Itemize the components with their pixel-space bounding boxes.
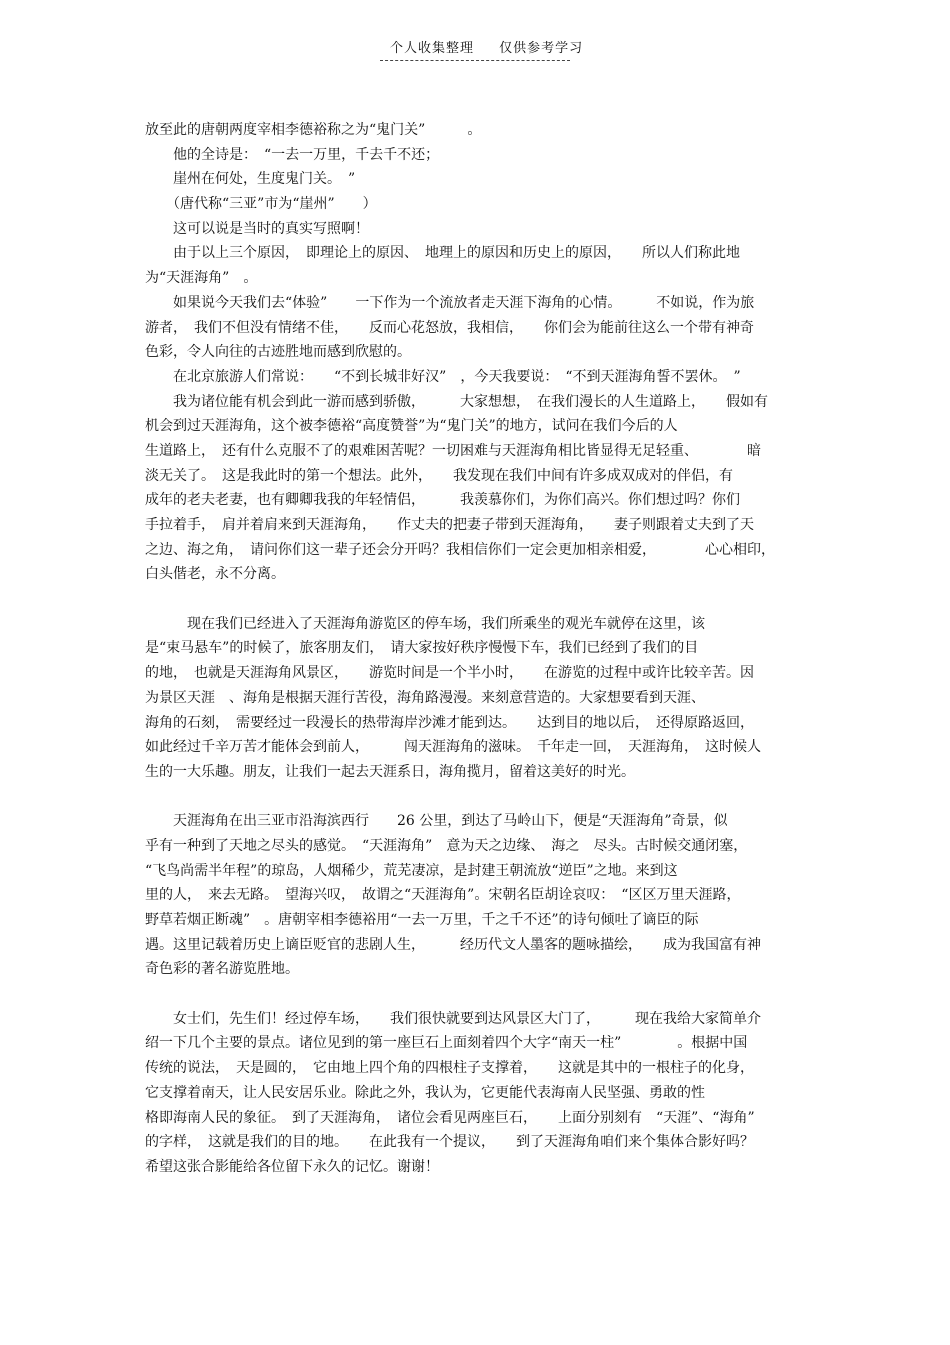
text-line: 遇。这里记载着历史上谪臣贬官的悲剧人生， 经历代文人墨客的题咏描绘， 成为我国富有神 [145,936,761,953]
header-right-text: 仅供参考学习 [499,41,584,56]
text-line: 现在我们已经进入了天涯海角游览区的停车场，我们所乘坐的观光车就停在这里，该 [145,615,705,632]
text-line: 淡无关了。 这是我此时的第一个想法。此外， 我发现在我们中间有许多成双成对的伴侣，有 [145,467,733,484]
text-line: “飞鸟尚需半年程”的琼岛，人烟稀少，荒芜凄凉，是封建王朝流放“逆臣”之地。来到这 [145,862,678,879]
text-line: 生道路上， 还有什么克服不了的艰难困苦呢？一切困难与天涯海角相比皆显得无足轻重、 暗 [145,442,761,459]
paragraph-gap [145,587,810,612]
text-line: 奇色彩的著名游览胜地。 [145,961,299,978]
text-line: 成年的老夫老妻，也有卿卿我我的年轻情侣， 我羡慕你们，为你们高兴。你们想过吗？你们 [145,492,740,509]
text-line: 的地， 也就是天涯海角风景区， 游览时间是一个半小时， 在游览的过程中或许比较辛苦。因 [145,665,754,682]
text-line: 如此经过千辛万苦才能体会到前人， 闯天涯海角的滋味。 千年走一回， 天涯海角， 这时候人 [145,739,761,756]
text-line: 的字样， 这就是我们的目的地。 在此我有一个提议， 到了天涯海角咱们来个集体合影好吗？ [145,1134,754,1151]
paragraph-gap [145,785,810,810]
text-line: 白头偕老，永不分离。 [145,566,285,583]
text-line: 是“束马悬车”的时候了，旅客朋友们， 请大家按好秩序慢慢下车，我们已经到了我们的目 [145,640,699,657]
paragraph [145,118,810,587]
text-line: 在北京旅游人们常说： “不到长城非好汉” ，今天我要说： “不到天涯海角誓不罢休。 ” [145,368,741,385]
text-line: 生的一大乐趣。朋友，让我们一起去天涯系日，海角揽月，留着这美好的时光。 [145,763,635,780]
text-line: 天涯海角在出三亚市沿海滨西行 26 公里，到达了马岭山下，便是“天涯海角”奇景，似 [145,813,728,830]
text-line: 这可以说是当时的真实写照啊！ [145,220,369,237]
text-line: 它支撑着南天，让人民安居乐业。除此之外，我认为，它更能代表海南人民坚强、勇敢的性 [145,1084,705,1101]
text-line: 野草若烟正断魂” 。唐朝宰相李德裕用“一去一万里，千之千不还”的诗句倾吐了谪臣的际 [145,912,699,928]
text-line: 他的全诗是： “一去一万里，千去千不还； [145,146,440,163]
text-line: （唐代称“三亚”市为“崖州” ） [145,196,377,213]
header-left-text: 个人收集整理 [390,41,475,56]
text-line: 我为诸位能有机会到此一游而感到骄傲， 大家想想， 在我们漫长的人生道路上， 假如有 [145,393,768,410]
document-body [145,118,810,1180]
paragraph [145,612,810,785]
text-line: 乎有一种到了天地之尽头的感觉。 “天涯海角” 意为天之边缘、 海之 尽头。古时候交通闭塞， [145,837,748,854]
text-line: 之边、海之角， 请问你们这一辈子还会分开吗？我相信你们一定会更加相亲相爱， 心心相印， [145,541,775,558]
text-line: 由于以上三个原因， 即理论上的原因、 地理上的原因和历史上的原因， 所以人们称此地 [145,245,740,262]
text-line: 为景区天涯 、海角是根据天涯行苦役，海角路漫漫。来刻意营造的。大家想要看到天涯、 [145,689,705,706]
text-line: 放至此的唐朝两度宰相李德裕称之为“鬼门关” 。 [145,122,482,138]
text-line: 希望这张合影能给各位留下永久的记忆。谢谢！ [145,1158,439,1175]
page-header [380,40,584,61]
paragraph-gap [145,982,810,1007]
text-line: 海角的石刻， 需要经过一段漫长的热带海岸沙滩才能到达。 达到目的地以后， 还得原路返回， [145,714,754,731]
text-line: 如果说今天我们去“体验” 一下作为一个流放者走天涯下海角的心情。 不如说，作为旅 [145,294,755,311]
paragraph [145,1007,810,1180]
text-line: 色彩，令人向往的古迹胜地而感到欣慰的。 [145,344,411,361]
text-line: 手拉着手， 肩并着肩来到天涯海角， 作丈夫的把妻子带到天涯海角， 妻子则跟着丈夫到了天 [145,517,754,533]
text-line: 为“天涯海角” 。 [145,270,258,287]
text-line: 格即海南人民的象征。 到了天涯海角， 诸位会看见两座巨石， 上面分别刻有 “天涯”、“海角” [145,1109,755,1126]
text-line: 机会到过天涯海角，这个被李德裕“高度赞誉”为“鬼门关”的地方，试问在我们今后的人 [145,418,678,435]
text-line: 游者， 我们不但没有情绪不佳， 反而心花怒放，我相信， 你们会为能前往这么一个带有神奇 [145,319,754,336]
text-line: 女士们，先生们！经过停车场， 我们很快就要到达风景区大门了， 现在我给大家简单介 [145,1010,761,1027]
text-line: 崖州在何处，生度鬼门关。 ” [145,171,356,188]
text-line: 绍一下几个主要的景点。诸位见到的第一座巨石上面刻着四个大字“南天一柱” 。根据中国 [145,1035,748,1052]
paragraph [145,809,810,982]
text-line: 传统的说法， 天是圆的， 它由地上四个角的四根柱子支撑着， 这就是其中的一根柱子的化身， [145,1060,754,1077]
text-line: 里的人， 来去无路。 望海兴叹， 故谓之“天涯海角”。宋朝名臣胡诠哀叹： “区区万里天涯路， [145,887,741,904]
